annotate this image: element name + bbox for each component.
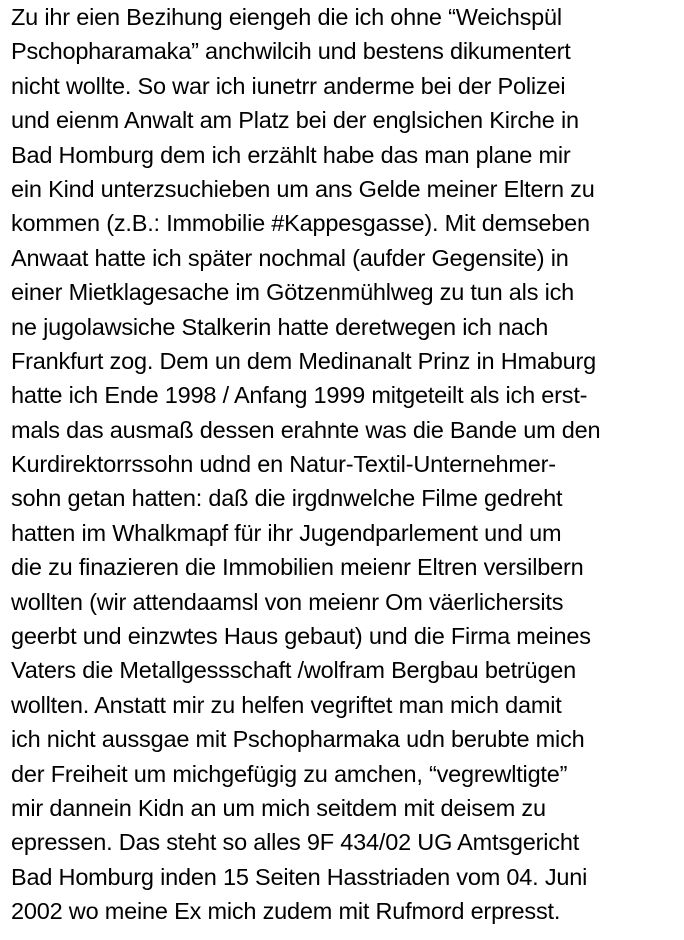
- text-line: ein Kind unterzsuchieben um ans Gelde meiner Eltern zu: [11, 175, 595, 202]
- text-line: ich nicht aussgae mit Pschopharmaka udn berubte mich: [11, 726, 585, 753]
- text-line: epressen. Das steht so alles 9F 434/02 UG Amtsgericht: [11, 829, 580, 856]
- text-line: mals das ausmaß dessen erahnte was die Bande um den: [11, 416, 601, 443]
- text-line: wollten. Anstatt mir zu helfen vegriftet man mich damit: [11, 691, 562, 718]
- text-line: die zu finazieren die Immobilien meienr Eltren versilbern: [11, 554, 584, 581]
- text-line: 2002 wo meine Ex mich zudem mit Rufmord erpresst.: [11, 898, 561, 925]
- text-line: ne jugolawsiche Stalkerin hatte deretwegen ich nach: [11, 313, 549, 340]
- text-line: Zu ihr eien Bezihung eiengeh die ich ohne “Weichspül: [11, 4, 562, 30]
- text-line: kommen (z.B.: Immobilie #Kappesgasse). Mit demseben: [11, 210, 590, 237]
- text-line: geerbt und einzwtes Haus gebaut) und die Firma meines: [11, 623, 591, 650]
- text-line: hatte ich Ende 1998 / Anfang 1999 mitgeteilt als ich erst-: [11, 382, 588, 409]
- text-line: Bad Homburg dem ich erzählt habe das man plane mir: [11, 141, 571, 168]
- text-line: mir dannein Kidn an um mich seitdem mit deisem zu: [11, 794, 546, 821]
- text-line: nicht wollte. So war ich iunetrr anderme bei der Polizei: [11, 72, 566, 99]
- text-line: Vaters die Metallgessschaft /wolfram Bergbau betrügen: [11, 657, 577, 684]
- text-line: hatten im Whalkmapf für ihr Jugendparlement und um: [11, 519, 562, 546]
- text-line: Pschopharamaka” anchwilcih und bestens dikumentert: [11, 38, 571, 65]
- text-line: Frankfurt zog. Dem un dem Medinanalt Prinz in Hmaburg: [11, 347, 596, 374]
- text-line: Bad Homburg inden 15 Seiten Hasstriaden vom 04. Juni: [11, 863, 588, 890]
- text-line: Anwaat hatte ich später nochmal (aufder Gegensite) in: [11, 244, 569, 271]
- document-page: [11, 0, 681, 929]
- text-line: und eienm Anwalt am Platz bei der englsichen Kirche in: [11, 107, 579, 134]
- text-line: wollten (wir attendaamsl von meienr Om väerlichersits: [11, 588, 564, 615]
- text-line: der Freiheit um michgefügig zu amchen, “vegrewltigte”: [11, 760, 568, 787]
- text-line: sohn getan hatten: daß die irgdnwelche Filme gedreht: [11, 485, 563, 512]
- text-line: Kurdirektorrssohn udnd en Natur-Textil-Unternehmer-: [11, 451, 556, 478]
- text-line: einer Mietklagesache im Götzenmühlweg zu tun als ich: [11, 279, 575, 306]
